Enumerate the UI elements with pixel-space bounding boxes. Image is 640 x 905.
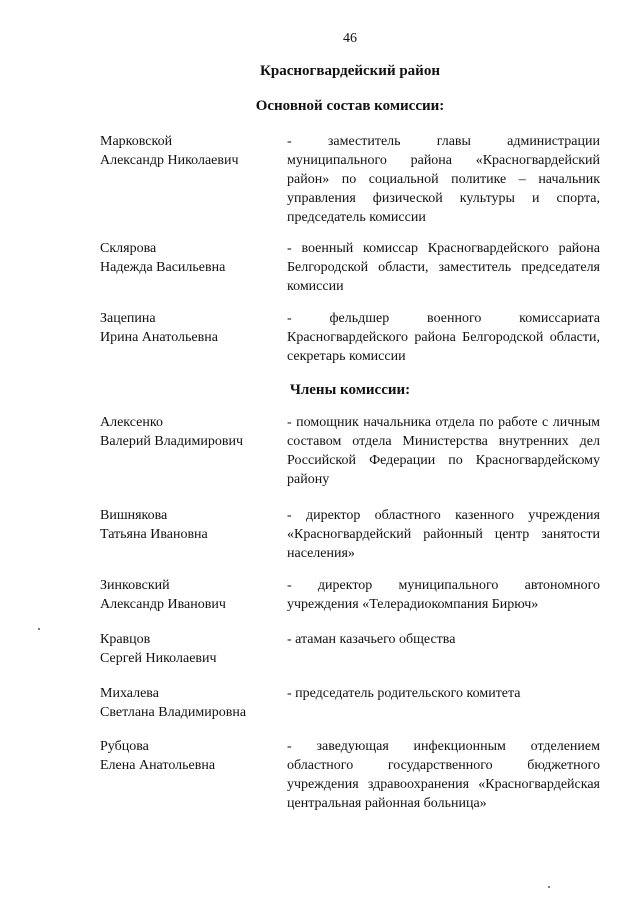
member-name — [100, 239, 280, 277]
member-last-name: Марковской — [100, 134, 173, 149]
member-last-name: Зинковский — [100, 578, 170, 593]
member-name — [100, 684, 280, 722]
members-section-heading: Члены комиссии: — [289, 382, 411, 398]
member-first-names: Сергей Николаевич — [100, 651, 217, 666]
member-first-names: Александр Николаевич — [100, 153, 239, 168]
member-role: - фельдшер военного комиссариата Красногвардейского района Белгородской области, секретарь комиссии — [287, 311, 600, 364]
member-last-name: Рубцова — [100, 739, 149, 754]
member-role: - помощник начальника отдела по работе с личным составом отдела Министерства внутренних дел Российской Федерации по Красногвардейскому району — [287, 415, 600, 487]
member-role: - заведующая инфекционным отделением областного государственного бюджетного учреждения здравоохранения «Красногвардейская центральная районная больница» — [287, 739, 600, 811]
member-first-names: Ирина Анатольевна — [100, 330, 218, 345]
member-name — [100, 630, 280, 668]
member-last-name: Склярова — [100, 241, 157, 256]
scan-speck — [548, 886, 550, 888]
member-role: - председатель родительского комитета — [287, 686, 521, 701]
member-name — [100, 132, 280, 170]
member-role: - заместитель главы администрации муниципального района «Красногвардейский район» по социальной политике – начальник управления физической культуры и спорта, председатель комиссии — [287, 134, 600, 225]
member-last-name: Вишнякова — [100, 508, 168, 523]
member-role: - военный комиссар Красногвардейского района Белгородской области, заместитель председателя комиссии — [287, 241, 600, 294]
member-name — [100, 737, 280, 775]
member-role: - директор областного казенного учреждения «Красногвардейский районный центр занятости населения» — [287, 508, 600, 561]
member-role: - директор муниципального автономного учреждения «Телерадиокомпания Бирюч» — [287, 578, 600, 612]
district-title: Красногвардейский район — [260, 63, 440, 79]
member-role: - атаман казачьего общества — [287, 632, 456, 647]
member-last-name: Зацепина — [100, 311, 156, 326]
member-first-names: Татьяна Ивановна — [100, 527, 208, 542]
member-last-name: Михалева — [100, 686, 159, 701]
page-number: 46 — [343, 31, 357, 46]
member-name — [100, 576, 280, 614]
member-first-names: Светлана Владимировна — [100, 705, 247, 720]
member-first-names: Валерий Владимирович — [100, 434, 244, 449]
member-last-name: Алексенко — [100, 415, 163, 430]
member-first-names: Надежда Васильевна — [100, 260, 226, 275]
member-first-names: Александр Иванович — [100, 597, 226, 612]
member-last-name: Кравцов — [100, 632, 151, 647]
member-first-names: Елена Анатольевна — [100, 758, 216, 773]
member-name — [100, 506, 280, 544]
scan-speck — [38, 628, 40, 630]
member-name — [100, 413, 280, 451]
main-section-heading: Основной состав комиссии: — [255, 98, 445, 114]
member-name — [100, 309, 280, 347]
